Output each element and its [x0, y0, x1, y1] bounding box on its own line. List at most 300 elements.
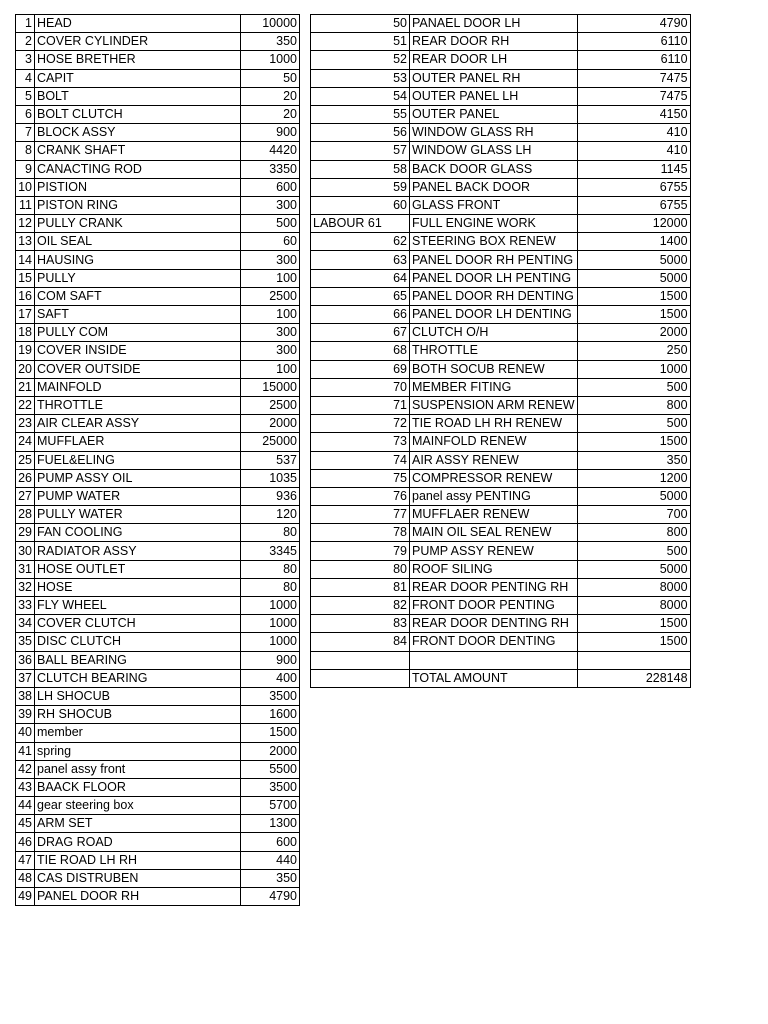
- item-name: COVER CYLINDER: [35, 33, 241, 51]
- row-number: 1: [16, 15, 35, 33]
- item-name: REAR DOOR RH: [410, 33, 578, 51]
- item-amount: 440: [241, 851, 300, 869]
- table-row: [16, 833, 300, 851]
- item-amount: 228148: [577, 669, 690, 687]
- table-row: [311, 306, 691, 324]
- row-number: 2: [16, 33, 35, 51]
- item-name: DISC CLUTCH: [35, 633, 241, 651]
- row-number: 13: [16, 233, 35, 251]
- item-amount: 6110: [577, 33, 690, 51]
- item-amount: 4790: [241, 888, 300, 906]
- table-row: [16, 615, 300, 633]
- item-amount: 20: [241, 87, 300, 105]
- item-amount: 5000: [577, 251, 690, 269]
- row-number: 56: [311, 124, 410, 142]
- item-amount: 5000: [577, 269, 690, 287]
- table-row: [16, 724, 300, 742]
- item-amount: 1000: [577, 360, 690, 378]
- item-amount: 410: [577, 124, 690, 142]
- table-row: [16, 487, 300, 505]
- item-amount: 100: [241, 360, 300, 378]
- row-number: 66: [311, 306, 410, 324]
- item-name: spring: [35, 742, 241, 760]
- item-amount: 2000: [241, 415, 300, 433]
- item-name: RADIATOR ASSY: [35, 542, 241, 560]
- item-amount: 1000: [241, 51, 300, 69]
- table-row: [311, 524, 691, 542]
- row-number: 32: [16, 578, 35, 596]
- table-row: [16, 87, 300, 105]
- table-row: [311, 669, 691, 687]
- item-amount: 300: [241, 196, 300, 214]
- item-name: ROOF SILING: [410, 560, 578, 578]
- item-amount: 1000: [241, 633, 300, 651]
- item-name: OUTER PANEL LH: [410, 87, 578, 105]
- item-amount: 300: [241, 324, 300, 342]
- item-name: TOTAL AMOUNT: [410, 669, 578, 687]
- table-row: [16, 706, 300, 724]
- item-name: HAUSING: [35, 251, 241, 269]
- row-number: 69: [311, 360, 410, 378]
- item-name: THROTTLE: [35, 396, 241, 414]
- item-amount: 1145: [577, 160, 690, 178]
- item-name: HOSE BRETHER: [35, 51, 241, 69]
- row-number: 19: [16, 342, 35, 360]
- item-amount: 300: [241, 342, 300, 360]
- item-name: MAINFOLD RENEW: [410, 433, 578, 451]
- table-row: [16, 651, 300, 669]
- item-amount: 600: [241, 178, 300, 196]
- row-number: 33: [16, 597, 35, 615]
- item-amount: 80: [241, 524, 300, 542]
- item-amount: 100: [241, 306, 300, 324]
- table-row: [16, 524, 300, 542]
- item-name: THROTTLE: [410, 342, 578, 360]
- row-number: 84: [311, 633, 410, 651]
- item-amount: 3500: [241, 687, 300, 705]
- item-name: PANEL DOOR RH DENTING: [410, 287, 578, 305]
- item-amount: 300: [241, 251, 300, 269]
- item-name: RH SHOCUB: [35, 706, 241, 724]
- row-number: 82: [311, 597, 410, 615]
- table-row: [16, 578, 300, 596]
- row-number: 16: [16, 287, 35, 305]
- item-name: LH SHOCUB: [35, 687, 241, 705]
- item-amount: 900: [241, 124, 300, 142]
- table-row: [16, 196, 300, 214]
- item-name: PANEL BACK DOOR: [410, 178, 578, 196]
- item-amount: 80: [241, 560, 300, 578]
- item-name: MAINFOLD: [35, 378, 241, 396]
- item-amount: 100: [241, 269, 300, 287]
- item-amount: 1000: [241, 615, 300, 633]
- item-name: REAR DOOR DENTING RH: [410, 615, 578, 633]
- item-amount: 20: [241, 105, 300, 123]
- table-row: [311, 51, 691, 69]
- row-number: 63: [311, 251, 410, 269]
- item-name: COM SAFT: [35, 287, 241, 305]
- item-amount: 250: [577, 342, 690, 360]
- parts-table-right: [310, 14, 691, 688]
- item-amount: 1500: [577, 633, 690, 651]
- row-number: 81: [311, 578, 410, 596]
- table-row: [311, 215, 691, 233]
- item-name: MUFFLAER: [35, 433, 241, 451]
- item-name: COVER INSIDE: [35, 342, 241, 360]
- table-row: [16, 160, 300, 178]
- table-row: [16, 778, 300, 796]
- table-row: [311, 287, 691, 305]
- row-number: 24: [16, 433, 35, 451]
- item-amount: 25000: [241, 433, 300, 451]
- table-row: [311, 651, 691, 669]
- table-row: [16, 51, 300, 69]
- row-number: 47: [16, 851, 35, 869]
- item-amount: 5000: [577, 487, 690, 505]
- row-number: 50: [311, 15, 410, 33]
- item-name: FRONT DOOR DENTING: [410, 633, 578, 651]
- row-number: 4: [16, 69, 35, 87]
- item-amount: 1500: [577, 306, 690, 324]
- item-name: CLUTCH BEARING: [35, 669, 241, 687]
- item-amount: 15000: [241, 378, 300, 396]
- item-amount: 1500: [577, 615, 690, 633]
- row-number: 31: [16, 560, 35, 578]
- item-amount: 3345: [241, 542, 300, 560]
- table-row: [311, 105, 691, 123]
- row-number: 22: [16, 396, 35, 414]
- table-row: [16, 342, 300, 360]
- row-number: 51: [311, 33, 410, 51]
- row-number: 23: [16, 415, 35, 433]
- item-amount: 4150: [577, 105, 690, 123]
- item-name: WINDOW GLASS RH: [410, 124, 578, 142]
- item-name: BAACK FLOOR: [35, 778, 241, 796]
- row-number: 18: [16, 324, 35, 342]
- item-name: CANACTING ROD: [35, 160, 241, 178]
- row-number: 42: [16, 760, 35, 778]
- row-number: 43: [16, 778, 35, 796]
- item-name: MEMBER FITING: [410, 378, 578, 396]
- row-number: 25: [16, 451, 35, 469]
- item-name: BACK DOOR GLASS: [410, 160, 578, 178]
- item-name: COMPRESSOR RENEW: [410, 469, 578, 487]
- item-amount: 12000: [577, 215, 690, 233]
- row-number: 27: [16, 487, 35, 505]
- item-amount: 2000: [577, 324, 690, 342]
- item-name: FLY WHEEL: [35, 597, 241, 615]
- table-row: [311, 233, 691, 251]
- item-amount: 1400: [577, 233, 690, 251]
- row-number: 60: [311, 196, 410, 214]
- table-row: [311, 378, 691, 396]
- table-row: [311, 160, 691, 178]
- row-number: 52: [311, 51, 410, 69]
- table-row: [311, 487, 691, 505]
- table-row: [16, 142, 300, 160]
- item-name: TIE ROAD LH RH RENEW: [410, 415, 578, 433]
- item-name: BALL BEARING: [35, 651, 241, 669]
- item-name: [410, 651, 578, 669]
- table-row: [311, 342, 691, 360]
- row-number: 83: [311, 615, 410, 633]
- table-row: [311, 124, 691, 142]
- table-row: [16, 506, 300, 524]
- row-number: 11: [16, 196, 35, 214]
- table-row: [16, 15, 300, 33]
- table-row: [311, 178, 691, 196]
- item-amount: 3350: [241, 160, 300, 178]
- row-number: 59: [311, 178, 410, 196]
- row-number: 48: [16, 869, 35, 887]
- row-number: 17: [16, 306, 35, 324]
- item-amount: 350: [577, 451, 690, 469]
- item-name: HOSE: [35, 578, 241, 596]
- row-number: 35: [16, 633, 35, 651]
- item-amount: 3500: [241, 778, 300, 796]
- table-row: [16, 251, 300, 269]
- row-number: LABOUR 61: [311, 215, 410, 233]
- table-row: [16, 760, 300, 778]
- table-row: [16, 105, 300, 123]
- item-name: PUMP ASSY RENEW: [410, 542, 578, 560]
- item-name: PISTON RING: [35, 196, 241, 214]
- row-number: 79: [311, 542, 410, 560]
- row-number: 73: [311, 433, 410, 451]
- row-number: 26: [16, 469, 35, 487]
- item-amount: 936: [241, 487, 300, 505]
- item-amount: 6755: [577, 196, 690, 214]
- item-name: CAS DISTRUBEN: [35, 869, 241, 887]
- item-name: gear steering box: [35, 797, 241, 815]
- item-name: ARM SET: [35, 815, 241, 833]
- row-number: 74: [311, 451, 410, 469]
- item-name: CAPIT: [35, 69, 241, 87]
- item-amount: 350: [241, 869, 300, 887]
- table-row: [16, 542, 300, 560]
- table-row: [16, 560, 300, 578]
- row-number: 78: [311, 524, 410, 542]
- table-row: [16, 797, 300, 815]
- item-amount: 1035: [241, 469, 300, 487]
- item-amount: 5500: [241, 760, 300, 778]
- table-row: [311, 87, 691, 105]
- item-name: AIR ASSY RENEW: [410, 451, 578, 469]
- item-amount: 5000: [577, 560, 690, 578]
- row-number: 20: [16, 360, 35, 378]
- table-row: [311, 360, 691, 378]
- row-number: 3: [16, 51, 35, 69]
- item-name: PUMP WATER: [35, 487, 241, 505]
- item-amount: 410: [577, 142, 690, 160]
- item-name: PANEL DOOR LH DENTING: [410, 306, 578, 324]
- row-number: 80: [311, 560, 410, 578]
- table-row: [16, 378, 300, 396]
- item-amount: 7475: [577, 69, 690, 87]
- item-amount: 2500: [241, 396, 300, 414]
- parts-table-left: [15, 14, 300, 906]
- table-row: [311, 469, 691, 487]
- table-row: [16, 269, 300, 287]
- table-row: [16, 415, 300, 433]
- row-number: 64: [311, 269, 410, 287]
- table-row: [16, 287, 300, 305]
- item-amount: 6755: [577, 178, 690, 196]
- table-row: [311, 451, 691, 469]
- row-number: 77: [311, 506, 410, 524]
- row-number: 40: [16, 724, 35, 742]
- item-amount: 1200: [577, 469, 690, 487]
- item-name: FUEL&ELING: [35, 451, 241, 469]
- item-name: SUSPENSION ARM RENEW: [410, 396, 578, 414]
- item-name: FULL ENGINE WORK: [410, 215, 578, 233]
- table-row: [311, 633, 691, 651]
- item-amount: 500: [577, 542, 690, 560]
- table-row: [16, 815, 300, 833]
- row-number: 15: [16, 269, 35, 287]
- item-name: OIL SEAL: [35, 233, 241, 251]
- table-row: [311, 196, 691, 214]
- item-amount: 1000: [241, 597, 300, 615]
- row-number: 70: [311, 378, 410, 396]
- item-amount: 8000: [577, 578, 690, 596]
- row-number: 44: [16, 797, 35, 815]
- row-number: 12: [16, 215, 35, 233]
- row-number: [311, 669, 410, 687]
- table-row: [311, 251, 691, 269]
- item-amount: 537: [241, 451, 300, 469]
- row-number: 41: [16, 742, 35, 760]
- table-row: [16, 687, 300, 705]
- row-number: 21: [16, 378, 35, 396]
- row-number: 34: [16, 615, 35, 633]
- table-row: [16, 851, 300, 869]
- table-row: [16, 69, 300, 87]
- item-amount: 400: [241, 669, 300, 687]
- item-amount: 1300: [241, 815, 300, 833]
- table-row: [16, 451, 300, 469]
- item-name: PISTION: [35, 178, 241, 196]
- item-name: PULLY: [35, 269, 241, 287]
- item-amount: 4420: [241, 142, 300, 160]
- row-number: 75: [311, 469, 410, 487]
- row-number: 9: [16, 160, 35, 178]
- item-amount: 1500: [241, 724, 300, 742]
- item-name: STEERING BOX RENEW: [410, 233, 578, 251]
- item-amount: 6110: [577, 51, 690, 69]
- table-row: [16, 396, 300, 414]
- item-amount: 7475: [577, 87, 690, 105]
- item-amount: 60: [241, 233, 300, 251]
- row-number: 72: [311, 415, 410, 433]
- row-number: [311, 651, 410, 669]
- item-name: panel assy PENTING: [410, 487, 578, 505]
- item-name: REAR DOOR PENTING RH: [410, 578, 578, 596]
- item-name: PULLY COM: [35, 324, 241, 342]
- row-number: 36: [16, 651, 35, 669]
- item-name: CRANK SHAFT: [35, 142, 241, 160]
- row-number: 49: [16, 888, 35, 906]
- row-number: 45: [16, 815, 35, 833]
- item-name: MUFFLAER RENEW: [410, 506, 578, 524]
- table-row: [16, 124, 300, 142]
- table-row: [16, 433, 300, 451]
- item-name: FRONT DOOR PENTING: [410, 597, 578, 615]
- table-row: [311, 615, 691, 633]
- row-number: 68: [311, 342, 410, 360]
- row-number: 55: [311, 105, 410, 123]
- row-number: 6: [16, 105, 35, 123]
- item-name: PANEL DOOR RH PENTING: [410, 251, 578, 269]
- item-amount: 120: [241, 506, 300, 524]
- item-amount: 1500: [577, 433, 690, 451]
- parts-table-right-body: [311, 15, 691, 688]
- table-row: [311, 396, 691, 414]
- item-name: SAFT: [35, 306, 241, 324]
- table-row: [16, 233, 300, 251]
- row-number: 38: [16, 687, 35, 705]
- item-name: BLOCK ASSY: [35, 124, 241, 142]
- item-name: PANEL DOOR RH: [35, 888, 241, 906]
- item-amount: 4790: [577, 15, 690, 33]
- parts-table-left-body: [16, 15, 300, 906]
- row-number: 46: [16, 833, 35, 851]
- row-number: 76: [311, 487, 410, 505]
- item-amount: 350: [241, 33, 300, 51]
- item-amount: 800: [577, 396, 690, 414]
- item-name: panel assy front: [35, 760, 241, 778]
- item-name: DRAG ROAD: [35, 833, 241, 851]
- table-row: [311, 142, 691, 160]
- item-amount: 8000: [577, 597, 690, 615]
- item-amount: 500: [241, 215, 300, 233]
- table-row: [311, 597, 691, 615]
- row-number: 14: [16, 251, 35, 269]
- table-row: [16, 215, 300, 233]
- item-name: PANAEL DOOR LH: [410, 15, 578, 33]
- row-number: 67: [311, 324, 410, 342]
- item-name: PUMP ASSY OIL: [35, 469, 241, 487]
- row-number: 39: [16, 706, 35, 724]
- item-name: GLASS FRONT: [410, 196, 578, 214]
- row-number: 37: [16, 669, 35, 687]
- item-name: HOSE OUTLET: [35, 560, 241, 578]
- table-row: [16, 633, 300, 651]
- item-amount: 80: [241, 578, 300, 596]
- row-number: 71: [311, 396, 410, 414]
- item-name: COVER CLUTCH: [35, 615, 241, 633]
- item-name: BOTH SOCUB RENEW: [410, 360, 578, 378]
- table-row: [311, 15, 691, 33]
- item-name: member: [35, 724, 241, 742]
- item-amount: 5700: [241, 797, 300, 815]
- table-row: [311, 415, 691, 433]
- item-name: HEAD: [35, 15, 241, 33]
- item-amount: 600: [241, 833, 300, 851]
- item-name: TIE ROAD LH RH: [35, 851, 241, 869]
- table-row: [16, 469, 300, 487]
- row-number: 28: [16, 506, 35, 524]
- table-row: [16, 742, 300, 760]
- item-name: CLUTCH O/H: [410, 324, 578, 342]
- table-row: [311, 506, 691, 524]
- item-amount: [577, 651, 690, 669]
- item-name: PULLY CRANK: [35, 215, 241, 233]
- item-amount: 50: [241, 69, 300, 87]
- row-number: 62: [311, 233, 410, 251]
- row-number: 5: [16, 87, 35, 105]
- table-row: [311, 69, 691, 87]
